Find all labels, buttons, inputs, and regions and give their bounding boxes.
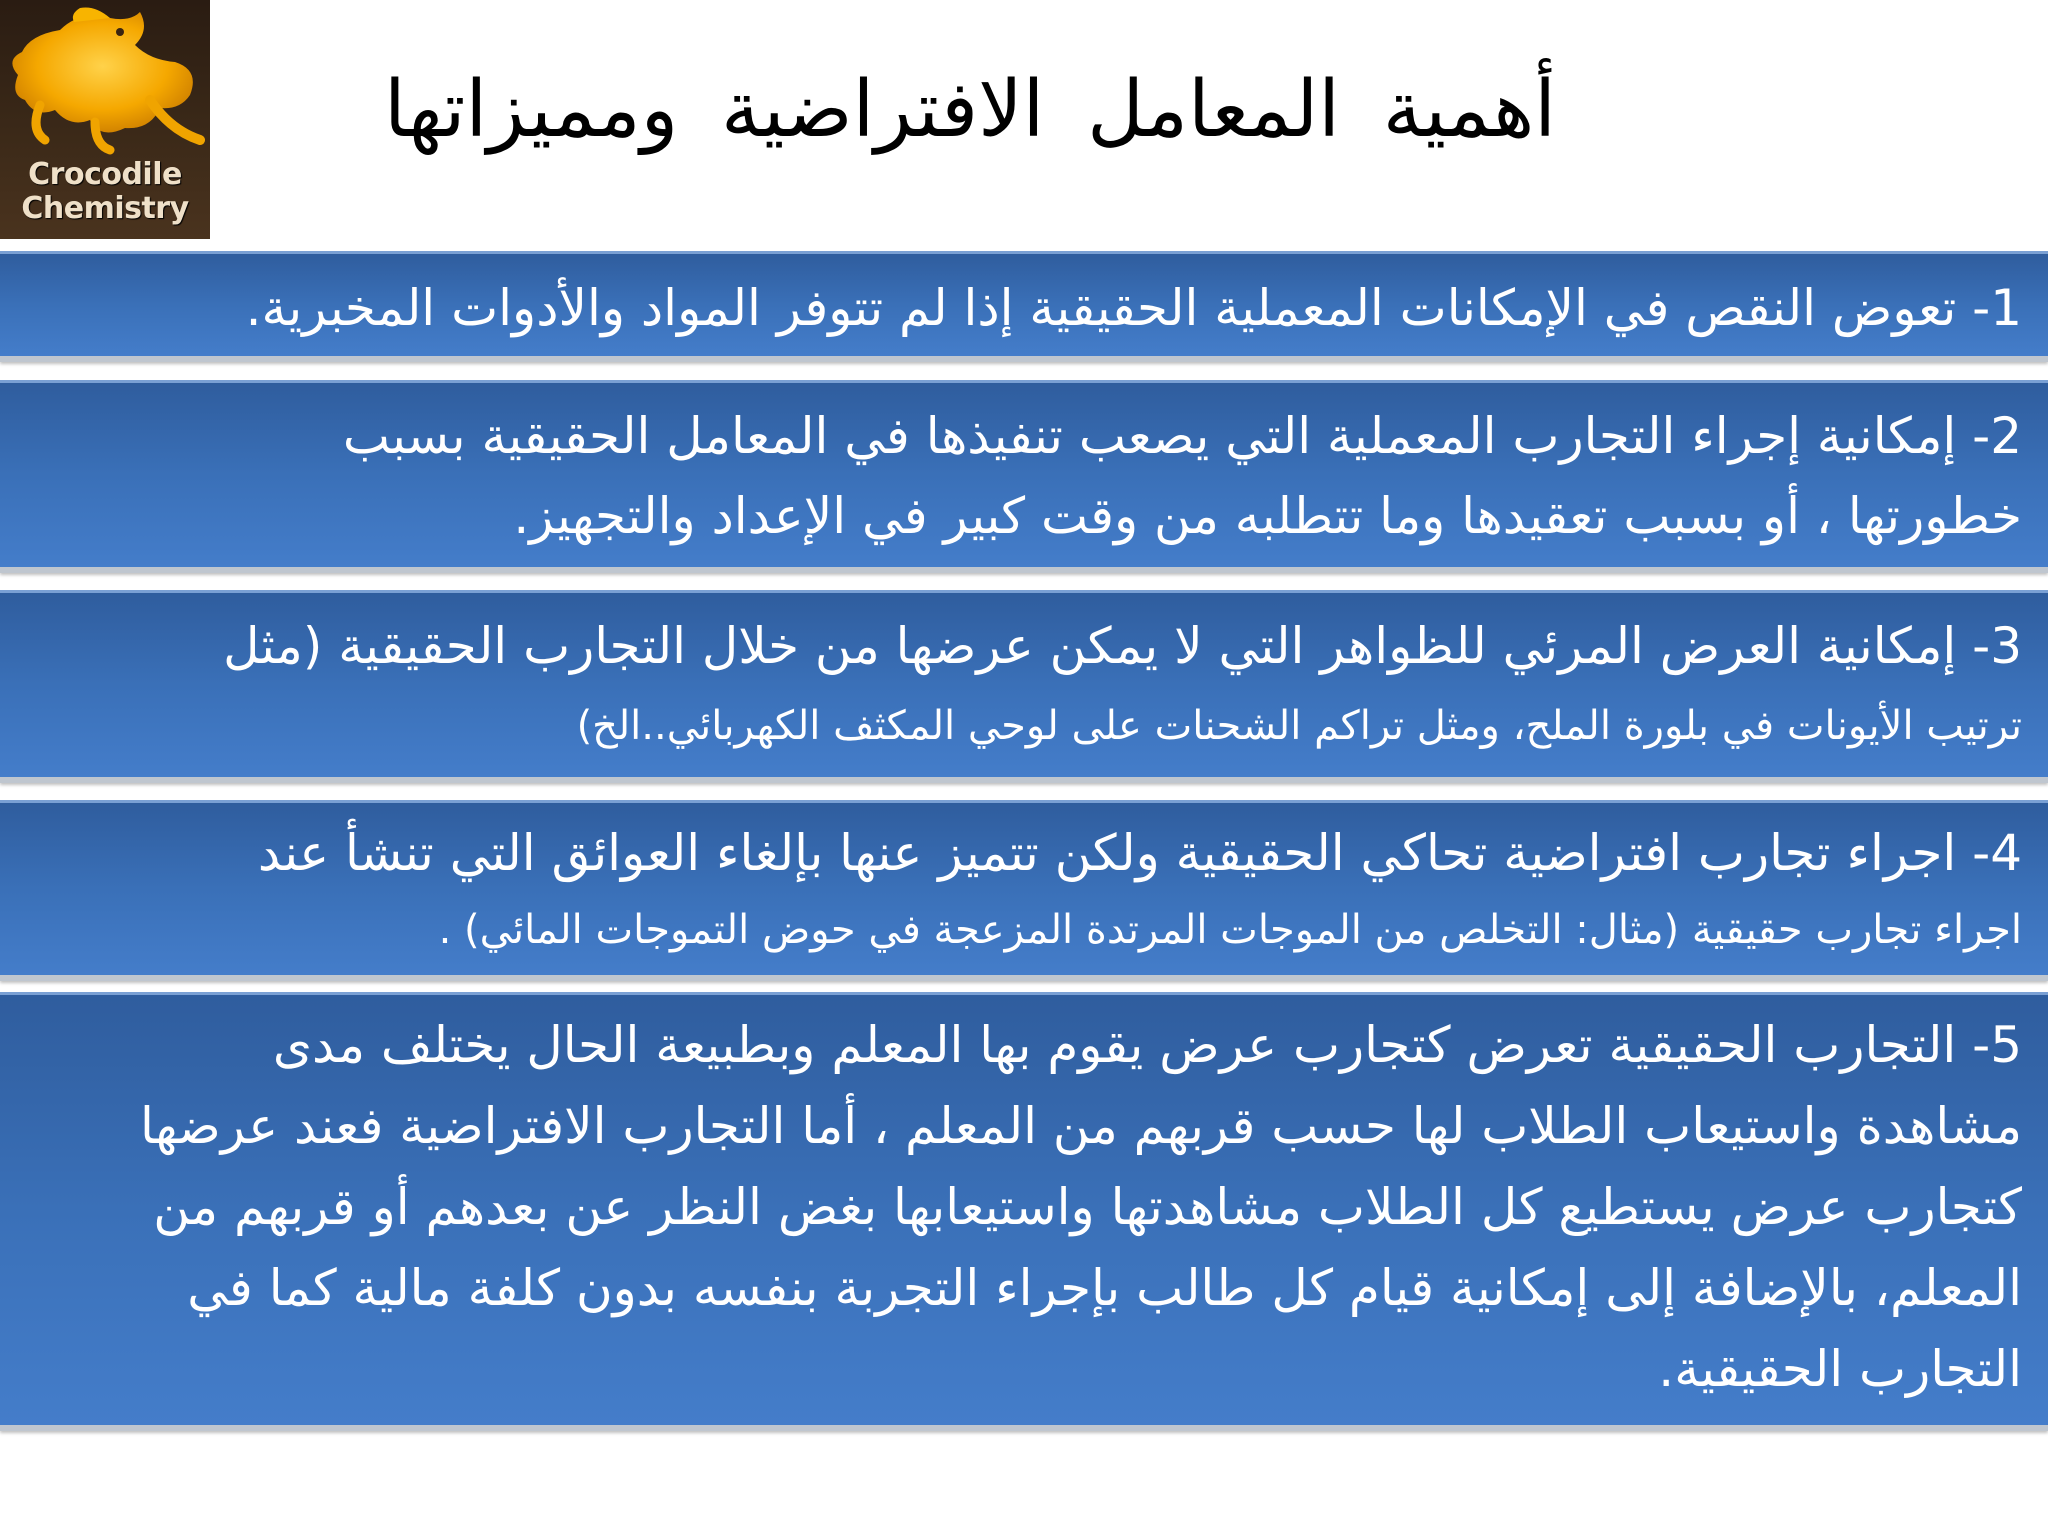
point-4-line-1: 4- اجراء تجارب افتراضية تحاكي الحقيقية ولكن تتميز عنها بإلغاء العوائق التي تنشأ عند bbox=[257, 824, 2022, 882]
point-5-line-3: كتجارب عرض يستطيع كل الطلاب مشاهدتها واستيعابها بغض النظر عن بعدهم أو قربهم من bbox=[153, 1178, 2022, 1236]
crocodile-chemistry-logo bbox=[0, 0, 210, 239]
logo-line-1: Crocodile bbox=[28, 157, 182, 192]
point-4-line-2: اجراء تجارب حقيقية (مثال: التخلص من الموجات المرتدة المزعجة في حوض التموجات المائي) . bbox=[438, 907, 2022, 953]
logo-line-2: Chemistry bbox=[21, 191, 189, 226]
point-box-1 bbox=[0, 251, 2048, 356]
point-box-4 bbox=[0, 800, 2048, 975]
point-box-5 bbox=[0, 992, 2048, 1425]
point-5-line-5: التجارب الحقيقية. bbox=[1658, 1340, 2022, 1398]
point-3-line-2: ترتيب الأيونات في بلورة الملح، ومثل تراكم الشحنات على لوحي المكثف الكهربائي..الخ) bbox=[576, 703, 2022, 749]
point-1-line-1: 1- تعوض النقص في الإمكانات المعملية الحقيقية إذا لم تتوفر المواد والأدوات المخبرية. bbox=[245, 279, 2022, 337]
point-5-line-2: مشاهدة واستيعاب الطلاب لها حسب قربهم من المعلم ، أما التجارب الافتراضية فعند عرضها bbox=[139, 1097, 2022, 1155]
slide-title: أهمية المعامل الافتراضية ومميزاتها bbox=[384, 65, 1556, 155]
point-2-line-1: 2- إمكانية إجراء التجارب المعملية التي يصعب تنفيذها في المعامل الحقيقية بسبب bbox=[342, 407, 2022, 465]
point-box-3 bbox=[0, 590, 2048, 777]
point-3-line-1: 3- إمكانية العرض المرئي للظواهر التي لا يمكن عرضها من خلال التجارب الحقيقية (مثل bbox=[223, 617, 2022, 675]
point-box-2 bbox=[0, 380, 2048, 567]
crocodile-icon bbox=[0, 0, 210, 170]
point-5-line-4: المعلم، بالإضافة إلى إمكانية قيام كل طالب بإجراء التجربة بنفسه بدون كلفة مالية كما في bbox=[187, 1259, 2022, 1317]
point-5-line-1: 5- التجارب الحقيقية تعرض كتجارب عرض يقوم بها المعلم وبطبيعة الحال يختلف مدى bbox=[272, 1016, 2022, 1074]
point-2-line-2: خطورتها ، أو بسبب تعقيدها وما تتطلبه من وقت كبير في الإعداد والتجهيز. bbox=[513, 487, 2022, 545]
